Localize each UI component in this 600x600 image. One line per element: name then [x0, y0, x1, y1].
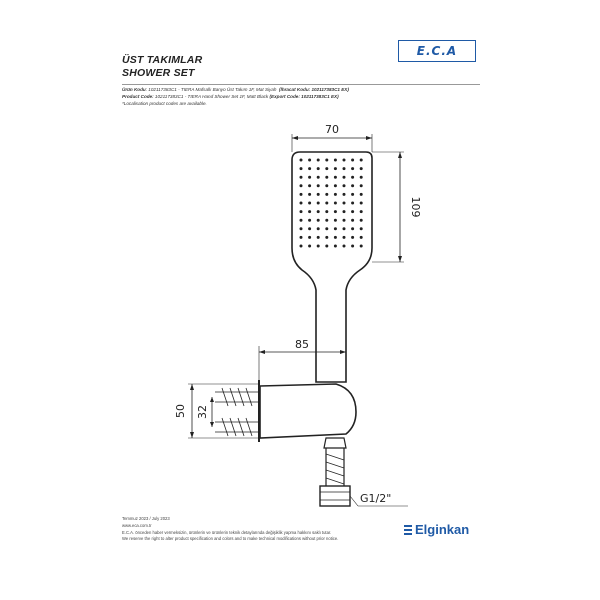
nozzle-dot — [343, 176, 346, 179]
nozzle-dot — [300, 176, 303, 179]
logo-text: E.C.A — [416, 44, 458, 58]
nozzle-dot — [343, 227, 346, 230]
nozzle-dot — [360, 245, 363, 248]
nozzle-dot — [325, 159, 328, 162]
nozzle-dot — [300, 202, 303, 205]
nozzle-dot — [334, 159, 337, 162]
nozzle-dot — [300, 245, 303, 248]
nozzle-dot — [360, 193, 363, 196]
nozzle-dot — [360, 210, 363, 213]
nozzle-dot — [343, 202, 346, 205]
nozzle-dot — [308, 167, 311, 170]
nozzle-dot — [334, 176, 337, 179]
nozzle-dot — [334, 236, 337, 239]
nozzle-dot — [334, 245, 337, 248]
footer-date: Temmuz 2023 / July 2023 — [122, 516, 170, 521]
screw-bottom — [215, 418, 258, 436]
nozzle-dot — [351, 245, 354, 248]
spray-nozzles — [300, 159, 363, 248]
nozzle-dot — [351, 210, 354, 213]
nozzle-dot — [334, 227, 337, 230]
hose-nut — [320, 486, 350, 506]
export-code-en: (Export Code: 102117383C1 EX) — [269, 94, 339, 99]
nozzle-dot — [308, 245, 311, 248]
nozzle-dot — [308, 193, 311, 196]
nozzle-dot — [334, 219, 337, 222]
screw-top — [215, 388, 258, 406]
nozzle-dot — [325, 219, 328, 222]
nozzle-dot — [325, 245, 328, 248]
holder-outline — [260, 384, 356, 438]
nozzle-dot — [308, 202, 311, 205]
nozzle-dot — [343, 219, 346, 222]
nozzle-dot — [334, 167, 337, 170]
brand-name: Elginkan — [415, 522, 470, 537]
nozzle-dot — [308, 210, 311, 213]
nozzle-dot — [343, 245, 346, 248]
nozzle-dot — [317, 219, 320, 222]
nozzle-dot — [308, 236, 311, 239]
nozzle-dot — [308, 219, 311, 222]
nozzle-dot — [351, 159, 354, 162]
nozzle-dot — [360, 202, 363, 205]
nozzle-dot — [325, 202, 328, 205]
nozzle-dot — [300, 159, 303, 162]
nozzle-dot — [343, 193, 346, 196]
nozzle-dot — [325, 193, 328, 196]
nozzle-dot — [351, 184, 354, 187]
nozzle-dot — [300, 219, 303, 222]
localisation-note: *Localisation product codes are available. — [122, 101, 207, 106]
code-desc-tr: : 102117383C1 - TIERA Mafsallı Banyo Üst Takım 1F, Mat Siyah — [145, 87, 277, 92]
nozzle-dot — [317, 245, 320, 248]
footer-website[interactable]: www.eca.com.tr — [122, 523, 152, 528]
nozzle-dot — [300, 184, 303, 187]
nozzle-dot — [360, 227, 363, 230]
nozzle-dot — [325, 236, 328, 239]
export-code-tr: (İhracat Kodu: 102117383C1 EX) — [279, 87, 349, 92]
nozzle-dot — [317, 193, 320, 196]
page-title: ÜST TAKIMLAR — [122, 54, 203, 66]
nozzle-dot — [325, 227, 328, 230]
nozzle-dot — [360, 176, 363, 179]
nozzle-dot — [300, 210, 303, 213]
nozzle-dot — [351, 219, 354, 222]
hose-connector — [324, 438, 346, 448]
dim-height-head: 109 — [409, 196, 422, 218]
nozzle-dot — [343, 159, 346, 162]
nozzle-dot — [300, 167, 303, 170]
nozzle-dot — [351, 227, 354, 230]
code-label-tr: Ürün Kodu — [122, 87, 146, 92]
nozzle-dot — [360, 167, 363, 170]
nozzle-dot — [360, 219, 363, 222]
nozzle-dot — [334, 193, 337, 196]
elginkan-logo — [404, 522, 469, 537]
nozzle-dot — [334, 184, 337, 187]
nozzle-dot — [325, 184, 328, 187]
dim-width-head: 70 — [325, 123, 339, 136]
nozzle-dot — [317, 159, 320, 162]
nozzle-dot — [343, 236, 346, 239]
nozzle-dot — [308, 159, 311, 162]
dim-holder-length: 85 — [295, 338, 309, 351]
nozzle-dot — [308, 184, 311, 187]
nozzle-dot — [308, 227, 311, 230]
nozzle-dot — [308, 176, 311, 179]
nozzle-dot — [343, 167, 346, 170]
nozzle-dot — [317, 227, 320, 230]
nozzle-dot — [343, 184, 346, 187]
nozzle-dot — [351, 202, 354, 205]
nozzle-dot — [317, 184, 320, 187]
nozzle-dot — [317, 167, 320, 170]
dim-thread: G1/2" — [360, 492, 392, 505]
nozzle-dot — [300, 227, 303, 230]
nozzle-dot — [351, 193, 354, 196]
nozzle-dot — [325, 210, 328, 213]
footer-disclaimer-en: We reserve the right to alter product specification and colors and to make technical modifications without prior notice. — [122, 536, 339, 541]
nozzle-dot — [334, 202, 337, 205]
nozzle-dot — [360, 159, 363, 162]
nozzle-dot — [300, 193, 303, 196]
nozzle-dot — [325, 167, 328, 170]
nozzle-dot — [351, 167, 354, 170]
nozzle-dot — [317, 176, 320, 179]
footer-disclaimer-tr: E.C.A. önceden haber vermeksizin, ürünlerin ve ürünlerin teknik detaylarında değişiklik yapma hakkını saklı tutar. — [122, 530, 332, 535]
nozzle-dot — [360, 236, 363, 239]
nozzle-dot — [343, 210, 346, 213]
nozzle-dot — [325, 176, 328, 179]
dim-screw-spacing: 32 — [196, 405, 209, 419]
code-label-en: Product Code: — [122, 94, 154, 99]
nozzle-dot — [351, 236, 354, 239]
nozzle-dot — [317, 202, 320, 205]
nozzle-dot — [351, 176, 354, 179]
nozzle-dot — [360, 184, 363, 187]
nozzle-dot — [317, 210, 320, 213]
nozzle-dot — [300, 236, 303, 239]
page-subtitle: SHOWER SET — [122, 67, 195, 79]
code-desc-en: 102117383C1 - TIERA Hand Shower Set 1F, Matt Black — [153, 94, 269, 99]
nozzle-dot — [334, 210, 337, 213]
nozzle-dot — [317, 236, 320, 239]
elginkan-mark-icon — [404, 525, 412, 535]
dim-holder-height: 50 — [174, 404, 187, 418]
